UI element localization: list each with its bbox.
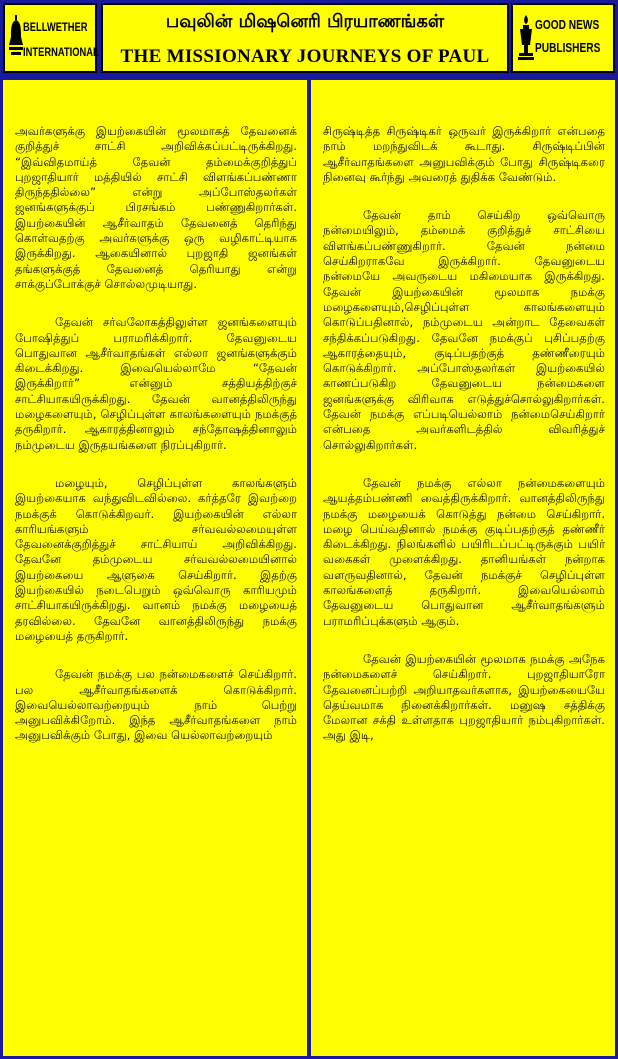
right-paragraph-3: தேவன் நமக்கு எல்லா நன்மைகளையும் ஆயத்தம்பண்ணி வைத்திருக்கிறார். வானத்திலிருந்து நமக்கு மழையைக் கொடுத்து நன்மை செய்கிறார். மழை பெய்வதினால் நமக்கு குடிப்பதற்குத் தண்ணீர் கிடைக்கிறது. நிலங்களில் பயிரிடப்பட்டிருக்கும் பயிர் வகைகள் முளைக்கிறது. தானியங்கள் நன்றாக வளருவதினால், தேவன் நமக்குச் செழிப்புள்ள காலங்களைத் தருகிறார். இவையெல்லாம் தேவனுடைய பொதுவான ஆசீர்வாதங்களும் பராமரிப்புக்களும் ஆகும். bbox=[323, 475, 605, 628]
lamp-icon bbox=[518, 15, 534, 63]
left-paragraph-1: அவர்களுக்கு இயற்கையின் மூலமாகத் தேவனைக் குறித்துச் சாட்சி அறிவிக்கப்பட்டிருக்கிறது. “இவ்விதமாய்த் தேவன் தம்மைக்குறித்துப் புறஜாதியார் மத்தியில் சாட்சி விளங்கப்பண்ணா திருந்ததில்லை” என்று அப்போஸ்தலர்கள் ஜனங்களுக்குப் பிரசங்கம் பண்ணுகிறார்கள். இயற்கையின் ஆசீர்வாதம் தேவனைத் தெரிந்து கொள்வதற்கு அவர்களுக்கு ஒரு வழிகாட்டியாக இருக்கிறது. ஆகையினால் புறஜாதி ஜனங்கள் தங்களுக்குத் தேவனைத் தெரியாது என்று சாக்குப்போக்குச் சொல்லமுடியாது. bbox=[15, 124, 297, 291]
left-paragraph-2: தேவன் சர்வலோகத்திலுள்ள ஜனங்களையும் போஷித்துப் பராமரிக்கிறார். தேவனுடைய பொதுவான ஆசீர்வாதங்கள் எல்லா ஜனங்களுக்கும் கிடைக்கிறது. இவையெல்லாமே “தேவன் இருக்கிறார்” என்னும் சத்தியத்திற்குச் சாட்சியாகயிருக்கிறது. தேவன் வானத்திலிருந்து மழைகளையும், செழிப்புள்ள காலங்களையும் நமக்குத் தருகிறார். ஆகாரத்தினாலும் சந்தோஷத்தினாலும் நம்முடைய இருதயங்களை நிரப்புகிறார். bbox=[15, 315, 297, 452]
title-banner bbox=[101, 3, 509, 73]
left-logo-line2: INTERNATIONAL bbox=[23, 45, 99, 59]
bellwether-logo bbox=[3, 3, 97, 73]
right-logo-line2: PUBLISHERS bbox=[535, 40, 601, 55]
left-paragraph-3: மழையும், செழிப்புள்ள காலங்களும் இயற்கையாக வந்துவிடவில்லை. கர்த்தரே இவற்றை நமக்குக் கொடுக்கிறவர். இயற்கையின் எல்லா காரியங்களும் சர்வவல்லமையுள்ள தேவனைக்குறித்துச் சாட்சியாய் அறிவிக்கிறது. தேவனே தம்முடைய சர்வவல்லமையினால் இயற்கையை ஆளுகை செய்கிறார். இதற்கு இயற்கையில் நடைபெறும் ஒவ்வொரு காரியமும் சாட்சியாகயிருக்கிறது. வானம் நமக்கு மழையைத் தரவில்லை. தேவனே வானத்திலிருந்து நமக்கு மழையைத் தருகிறார். bbox=[15, 475, 297, 643]
left-paragraph-4: தேவன் நமக்கு பல நன்மைகளைச் செய்கிறார். பல ஆசீர்வாதங்களைக் கொடுக்கிறார். இவையெல்லாவற்றையும் நாம் பெற்று அனுபவிக்கிறோம். இந்த ஆசீர்வாதங்களை நாம் அனுபவிக்கும் போது, இவை யெல்லாவற்றையும் bbox=[15, 667, 297, 743]
right-logo-text bbox=[535, 17, 600, 55]
right-logo-line1: GOOD NEWS bbox=[535, 17, 600, 32]
bell-icon bbox=[9, 15, 23, 59]
left-logo-line1: BELLWETHER bbox=[23, 20, 88, 34]
page-title-tamil: பவுலின் மிஷனெரி பிரயாணங்கள் bbox=[165, 11, 445, 32]
page-title-english: THE MISSIONARY JOURNEYS OF PAUL bbox=[120, 46, 490, 67]
left-logo-text bbox=[23, 21, 99, 59]
page-header bbox=[0, 0, 618, 76]
good-news-logo bbox=[511, 3, 615, 73]
right-text-column bbox=[311, 80, 615, 1056]
right-paragraph-1: சிருஷ்டித்த சிருஷ்டிகர் ஒருவர் இருக்கிறார் என்பதை நாம் மறந்துவிடக் கூடாது. சிருஷ்டிப்பின் ஆசீர்வாதங்களை அனுபவிக்கும் போது சிருஷ்டிகரை நினைவு கூர்ந்து அவரைத் துதிக்க வேண்டும். bbox=[323, 124, 605, 184]
right-paragraph-2: தேவன் தாம் செய்கிற ஒவ்வொரு நன்மையிலும், தம்மைக் குறித்துச் சாட்சியை விளங்கப்பண்ணுகிறார். தேவன் நன்மை செய்கிறராகவே இருக்கிறார். தேவனுடைய நன்மையே அவருடைய மகிமையாக இருக்கிறது. தேவன் இயற்கையின் மூலமாக நமக்கு மழைகளையும்,செழிப்புள்ள காலங்களையும் கொடுப்பதினால், நம்முடைய அன்றாட தேவைகள் சந்திக்கப்படுகிறது. தேவனே நமக்குப் புசிப்பதற்கு ஆகாரத்தையும், குடிப்பதற்குத் தண்ணீரையும் கொடுக்கிறார். அப்போஸ்தலர்கள் இயற்கையில் காணப்படுகிற தேவனுடைய நன்மைகளை ஜனங்களுக்கு விரிவாக எடுத்துச்சொல்லுகிறார்கள். தேவன் நமக்கு எப்படியெல்லாம் நன்மைசெய்கிறார் என்பதை அவர்களிடத்தில் விவரித்துச் சொல்லுகிறார்கள். bbox=[323, 208, 605, 452]
right-paragraph-4: தேவன் இயற்கையின் மூலமாக நமக்கு அநேக நன்மைகளைச் செய்கிறார். புறஜாதியாரோ தேவனைப்பற்றி அறியாதவர்களாக, இயற்கையையே தெய்வமாக நினைக்கிறார்கள். மனுஷ சத்திக்கு மேலான சக்தி உள்ளதாக புறஜாதியார் நம்புகிறார்கள். அது இடி, bbox=[323, 651, 605, 743]
left-text-column bbox=[3, 80, 307, 1056]
